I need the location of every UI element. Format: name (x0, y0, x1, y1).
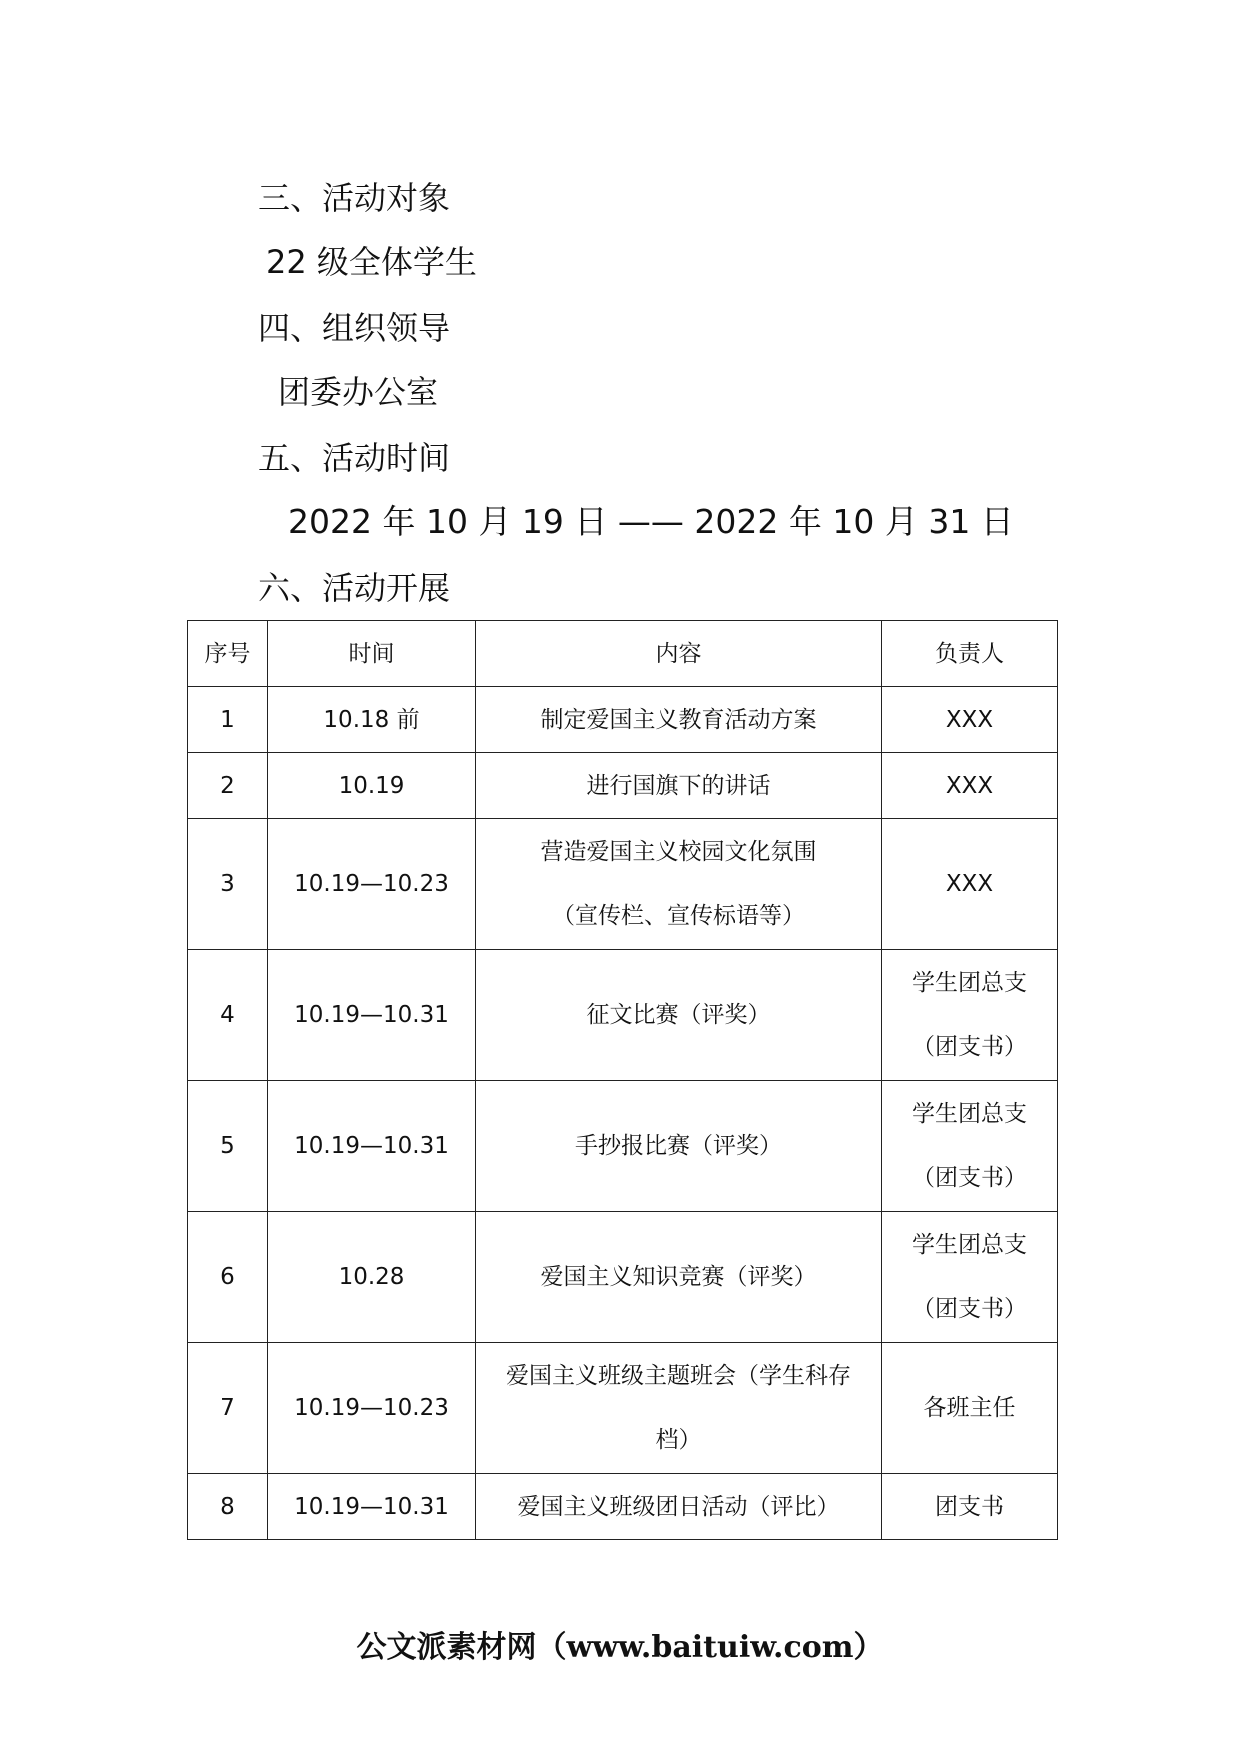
header-number: 序号 (188, 621, 268, 687)
owner-line: XXX (945, 772, 994, 799)
cell-owner (882, 753, 1058, 819)
cell-number: 4 (188, 950, 268, 1081)
cell-content (476, 1343, 882, 1474)
owner-line: 学生团总支 (912, 970, 1027, 996)
cell-number: 6 (188, 1212, 268, 1343)
content-line: 爱国主义班级团日活动（评比） (517, 1493, 840, 1520)
cell-content (476, 687, 882, 753)
header-time: 时间 (268, 621, 476, 687)
cell-time: 10.18 前 (268, 687, 476, 753)
cell-time: 10.19—10.23 (268, 819, 476, 950)
cell-owner (882, 1081, 1058, 1212)
content-line: 制定爱国主义教育活动方案 (540, 706, 817, 733)
table-row (188, 753, 1058, 819)
owner-line: 学生团总支 (912, 1101, 1027, 1127)
cell-number: 7 (188, 1343, 268, 1474)
cell-number: 8 (188, 1474, 268, 1540)
content-line: 爱国主义班级主题班会（学生科存 (506, 1363, 851, 1389)
owner-line: XXX (945, 871, 994, 897)
content-line: 爱国主义知识竞赛（评奖） (540, 1264, 817, 1290)
section-text-leader: 团委办公室 (278, 373, 439, 411)
cell-time: 10.19—10.31 (268, 1081, 476, 1212)
content-line: 手抄报比赛（评奖） (575, 1133, 782, 1159)
owner-line: （团支书） (912, 1165, 1027, 1191)
owner-line: 学生团总支 (912, 1232, 1027, 1258)
cell-time: 10.19—10.31 (268, 950, 476, 1081)
cell-number: 1 (188, 687, 268, 753)
content-line: （宣传栏、宣传标语等） (552, 903, 805, 929)
cell-number: 3 (188, 819, 268, 950)
cell-time: 10.28 (268, 1212, 476, 1343)
table-row (188, 1343, 1058, 1474)
table-row (188, 1212, 1058, 1343)
cell-owner (882, 1212, 1058, 1343)
content-line: 进行国旗下的讲话 (586, 772, 771, 799)
section-text-target: 22 级全体学生 (266, 243, 477, 281)
cell-content (476, 753, 882, 819)
content-line: 营造爱国主义校园文化氛围 (540, 839, 817, 865)
table-row (188, 1474, 1058, 1540)
owner-line: 团支书 (935, 1493, 1004, 1520)
table-row (188, 950, 1058, 1081)
table-row (188, 819, 1058, 950)
table-row (188, 687, 1058, 753)
cell-content (476, 819, 882, 950)
cell-owner (882, 687, 1058, 753)
cell-content (476, 950, 882, 1081)
section-heading-target: 三、活动对象 (258, 179, 451, 217)
owner-line: XXX (945, 706, 994, 733)
cell-owner (882, 950, 1058, 1081)
cell-number: 5 (188, 1081, 268, 1212)
cell-owner (882, 1474, 1058, 1540)
owner-line: 各班主任 (923, 1395, 1016, 1421)
table-row (188, 1081, 1058, 1212)
section-heading-time: 五、活动时间 (258, 439, 451, 477)
footer-source: 公文派素材网（www.baituiw.com） (356, 1630, 884, 1665)
cell-time: 10.19—10.31 (268, 1474, 476, 1540)
cell-time: 10.19—10.23 (268, 1343, 476, 1474)
owner-line: （团支书） (912, 1296, 1027, 1322)
section-text-time: 2022 年 10 月 19 日 —— 2022 年 10 月 31 日 (288, 502, 1014, 541)
cell-content (476, 1474, 882, 1540)
activity-table (187, 620, 1058, 1540)
cell-content (476, 1212, 882, 1343)
cell-owner (882, 819, 1058, 950)
cell-number: 2 (188, 753, 268, 819)
content-line: 档） (655, 1427, 702, 1453)
cell-owner (882, 1343, 1058, 1474)
section-heading-activity: 六、活动开展 (258, 569, 451, 607)
header-owner: 负责人 (882, 621, 1058, 687)
content-line: 征文比赛（评奖） (586, 1002, 771, 1028)
owner-line: （团支书） (912, 1034, 1027, 1060)
header-content: 内容 (476, 621, 882, 687)
table-header-row (188, 621, 1058, 687)
section-heading-leader: 四、组织领导 (258, 309, 451, 347)
cell-content (476, 1081, 882, 1212)
cell-time: 10.19 (268, 753, 476, 819)
